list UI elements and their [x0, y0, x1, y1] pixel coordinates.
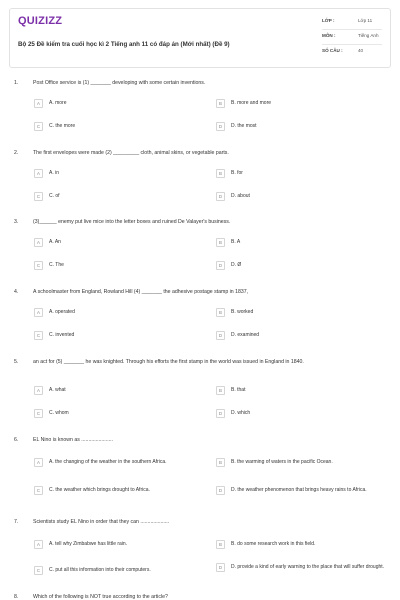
option-text: A. in: [49, 170, 60, 176]
option-letter-box: C: [34, 122, 43, 131]
option-text: C. the weather which brings drought to Africa.: [49, 487, 150, 493]
quizizz-logo: QUIZIZZ: [18, 15, 63, 27]
meta-row-question-count: [322, 45, 382, 60]
option-letter-box: C: [34, 261, 43, 270]
option-text: B. do some research work in this field.: [231, 541, 316, 547]
question-number: 5.: [14, 359, 19, 365]
option-text: D. Ø: [231, 262, 242, 268]
option-letter-box: B: [216, 386, 225, 395]
option-letter-box: D: [216, 192, 225, 201]
meta-label: LỚP :: [322, 18, 335, 23]
option-letter-box: B: [216, 99, 225, 108]
option-text: C. put all this information into their computers.: [49, 567, 151, 573]
worksheet-title: Bộ 25 Đề kiểm tra cuối học kì 2 Tiếng anh 11 có đáp án (Mới nhất) (Đề 9): [18, 41, 230, 48]
question-number: 8.: [14, 594, 19, 600]
worksheet-header: [9, 8, 391, 68]
option-letter-box: A: [34, 386, 43, 395]
option-text: A. tell why Zimbabwe has little rain.: [49, 541, 128, 547]
option-text: D. the most: [231, 123, 257, 129]
question-number: 3.: [14, 219, 19, 225]
option-letter-box: B: [216, 238, 225, 247]
option-text: C. The: [49, 262, 64, 268]
option-letter-box: C: [34, 486, 43, 495]
option-letter-box: D: [216, 331, 225, 340]
option-letter-box: D: [216, 563, 225, 572]
option-letter-box: C: [34, 192, 43, 201]
option-letter-box: A: [34, 169, 43, 178]
option-letter-box: B: [216, 169, 225, 178]
option-text: B. the warming of waters in the pacific Ocean.: [231, 459, 333, 465]
question-text: Post Office service is (1) _______ developing with some certain inventions.: [33, 80, 206, 86]
option-letter-box: D: [216, 409, 225, 418]
option-letter-box: D: [216, 122, 225, 131]
option-text: C. invented: [49, 332, 75, 338]
option-text: B. more and more: [231, 100, 272, 106]
meta-value: Lớp 11: [358, 18, 373, 23]
question-number: 6.: [14, 437, 19, 443]
option-text: B. A: [231, 239, 241, 245]
option-letter-box: C: [34, 566, 43, 575]
question-text: A schoolmaster from England, Rowland Hill (4) _______ the adhesive postage stamp in 1837,: [33, 289, 249, 295]
question-number: 2.: [14, 150, 19, 156]
meta-row-class: [322, 15, 382, 30]
option-letter-box: D: [216, 261, 225, 270]
option-text: B. worked: [231, 309, 254, 315]
meta-label: MÔN :: [322, 33, 336, 38]
option-text: D. examined: [231, 332, 260, 338]
option-letter-box: A: [34, 540, 43, 549]
meta-label: SỐ CÂU :: [322, 48, 343, 53]
option-text: A. more: [49, 100, 67, 106]
option-text: A. the changing of the weather in the southern Africa.: [49, 459, 167, 465]
meta-value: 40: [358, 48, 364, 53]
option-text: B. that: [231, 387, 246, 393]
option-letter-box: B: [216, 458, 225, 467]
option-text: D. about: [231, 193, 250, 199]
option-text: A. what: [49, 387, 66, 393]
question-number: 1.: [14, 80, 19, 86]
option-letter-box: A: [34, 238, 43, 247]
worksheet-meta: [322, 15, 382, 60]
option-letter-box: C: [34, 331, 43, 340]
option-letter-box: D: [216, 486, 225, 495]
question-text: EL Nino is known as ......................: [33, 437, 113, 443]
option-text: C. of: [49, 193, 60, 199]
question-number: 7.: [14, 519, 19, 525]
meta-row-subject: [322, 30, 382, 45]
question-text: The first envelopes were made (2) _________ cloth, animal skins, or vegetable parts.: [33, 150, 229, 156]
question-text: Scientists study EL Nino in order that they can ....................: [33, 519, 170, 525]
question-text: (3)______ enemy put live mice into the letter boxes and ruined De Valayer's business.: [33, 219, 231, 225]
option-text: C. the more: [49, 123, 76, 129]
option-letter-box: B: [216, 540, 225, 549]
option-letter-box: A: [34, 458, 43, 467]
option-letter-box: C: [34, 409, 43, 418]
question-text: an act for (5) _______ he was knighted. Through his efforts the first stamp in the world was issued in England in 1840.: [33, 359, 304, 365]
option-letter-box: A: [34, 99, 43, 108]
option-text: D. the weather phenomenon that brings heavy rains to Africa.: [231, 487, 367, 493]
question-number: 4.: [14, 289, 19, 295]
option-letter-box: A: [34, 308, 43, 317]
option-text: A. An: [49, 239, 61, 245]
option-text: D. provide a kind of early warning to the place that will suffer drought.: [231, 564, 385, 570]
option-text: D. which: [231, 410, 251, 416]
option-text: B. for: [231, 170, 243, 176]
question-text: Which of the following is NOT true according to the article?: [33, 594, 168, 600]
option-text: A. operated: [49, 309, 75, 315]
option-text: C. whom: [49, 410, 69, 416]
option-letter-box: B: [216, 308, 225, 317]
meta-value: Tiếng Anh: [358, 33, 379, 38]
